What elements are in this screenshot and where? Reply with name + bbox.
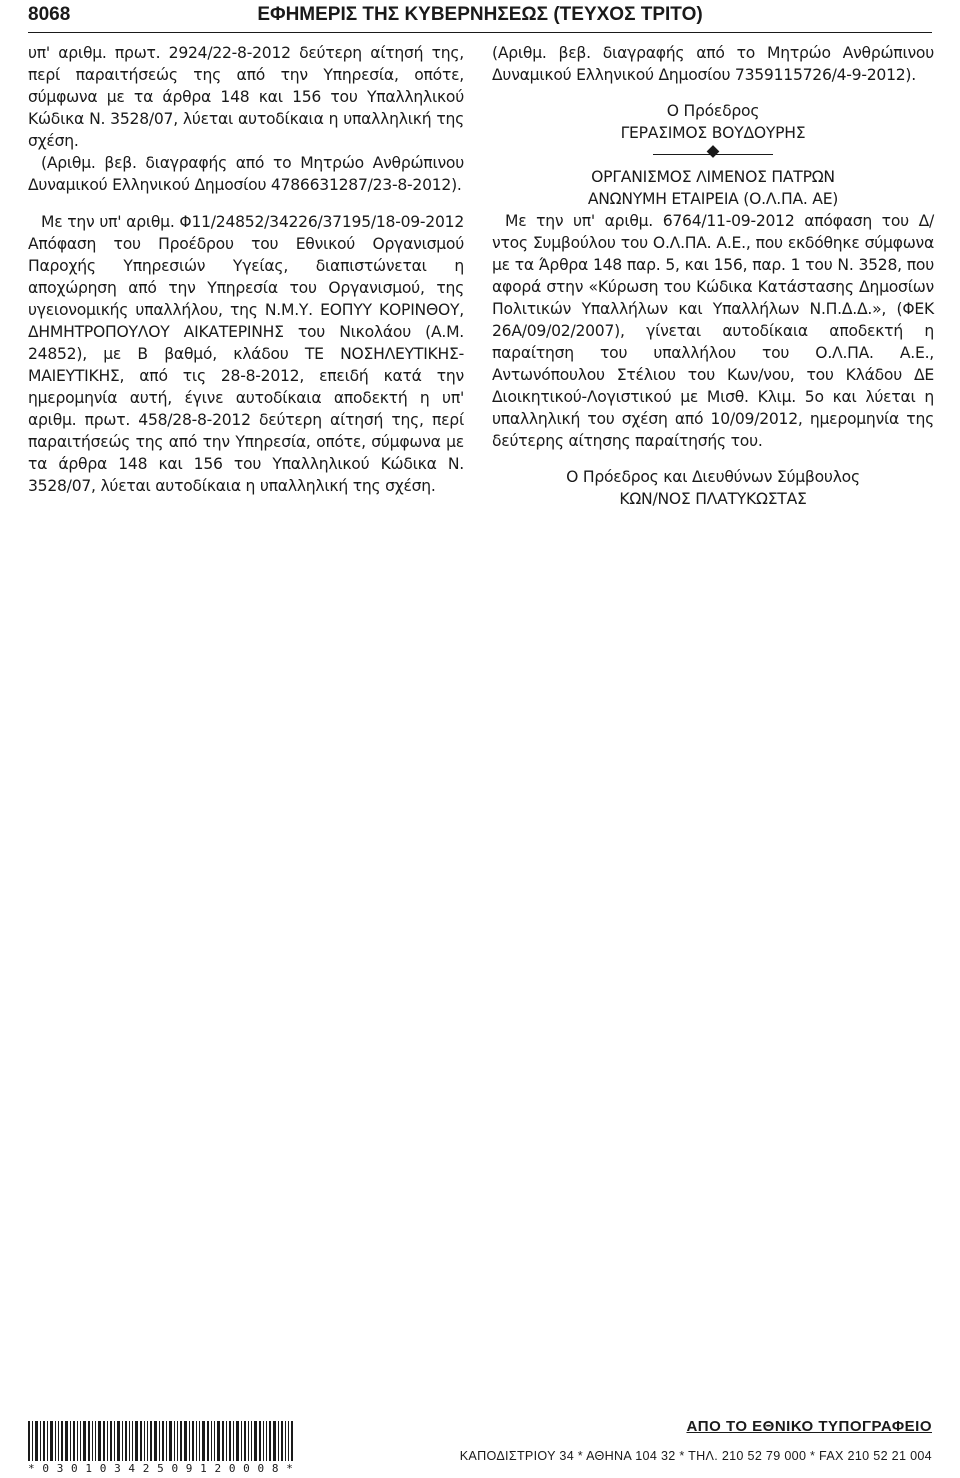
signature-1-name: ΓΕΡΑΣΙΜΟΣ ΒΟΥΔΟΥΡΗΣ	[620, 124, 806, 142]
barcode-digit: 0	[171, 1462, 179, 1475]
right-column	[492, 42, 934, 510]
barcode-digit: 0	[71, 1462, 78, 1475]
barcode-digit: 3	[114, 1462, 121, 1475]
signature-2-title: Ο Πρόεδρος και Διευθύνων Σύμβουλος	[566, 468, 860, 486]
printer-address: ΚΑΠΟΔΙΣΤΡΙΟΥ 34 * ΑΘΗΝΑ 104 32 * ΤΗΛ. 210 52 79 000 * FAX 210 52 21 004	[459, 1449, 932, 1463]
barcode-digit: 5	[157, 1462, 164, 1475]
barcode-digit: 8	[271, 1462, 279, 1475]
header-rule	[28, 32, 932, 33]
barcode-digit: 3	[56, 1462, 64, 1475]
section-divider	[653, 144, 773, 166]
barcode-digit: 4	[128, 1462, 136, 1475]
left-paragraph-1: υπ' αριθμ. πρωτ. 2924/22-8-2012 δεύτερη αίτησή της, περί παραιτήσεώς της από την Υπηρεσία, οπότε, σύμφωνα με τα άρθρα 148 και 156 του Υπαλληλικού Κώδικα Ν. 3528/07, λύεται αυτοδίκαια η υπαλληλική της σχέση.	[28, 44, 464, 150]
signature-1-title: Ο Πρόεδρος	[666, 102, 760, 120]
barcode	[28, 1421, 293, 1461]
left-paragraph-3-text: Με την υπ' αριθμ. Φ11/24852/34226/37195/18-09-2012 Απόφαση του Προέδρου του Εθνικού Οργανισμού Παροχής Υπηρεσιών Υγείας, διαπιστώνεται η αποχώρηση από την Υπηρεσία του Οργανισμού, της υγειονομικής υπαλλήλου, της Ν.Μ.Υ. ΕΟΠΥΥ ΚΟΡΙΝΘΟΥ, ΔΗΜΗΤΡΟΠΟΥΛΟΥ ΑΙΚΑΤΕΡΙΝΗΣ του Νικολάου (Α.Μ. 24852), με Β βαθμό, κλάδου ΤΕ ΝΟΣΗΛΕΥΤΙΚΗΣ-ΜΑΙΕΥΤΙΚΗΣ, από τις 28-8-2012, επειδή κατά την ημερομηνία αυτή, έγινε αυτοδίκαια αποδεκτή η υπ' αριθμ. πρωτ. 458/28-8-2012 δεύτερη αίτησή της, περί παραιτήσεώς της από την Υπηρεσία, οπότε, σύμφωνα με τα άρθρα 148 και 156 του Υπαλληλικού Κώδικα Ν. 3528/07, λύεται αυτοδίκαια η υπαλληλική της σχέση.	[28, 213, 464, 495]
barcode-digit: *	[286, 1462, 293, 1475]
barcode-digit: 0	[42, 1462, 49, 1475]
gazette-title: ΕΦΗΜΕΡΙΣ ΤΗΣ ΚΥΒΕΡΝΗΣΕΩΣ (ΤΕΥΧΟΣ ΤΡΙΤΟ)	[257, 4, 703, 25]
org-heading-line-1: ΟΡΓΑΝΙΣΜΟΣ ΛΙΜΕΝΟΣ ΠΑΤΡΩΝ	[591, 168, 835, 186]
barcode-digit: 1	[85, 1462, 92, 1475]
page-header	[28, 0, 932, 34]
barcode-digit: 0	[243, 1462, 250, 1475]
page-number: 8068	[28, 4, 71, 25]
barcode-digit: 0	[257, 1462, 265, 1475]
barcode-digit: 0	[228, 1462, 236, 1475]
barcode-digit: 9	[185, 1462, 193, 1475]
barcode-digit: 1	[200, 1462, 207, 1475]
barcode-digit: 2	[142, 1462, 150, 1475]
diamond-icon	[707, 145, 720, 158]
left-column	[28, 42, 464, 497]
barcode-digits	[28, 1462, 293, 1476]
signature-2-name: ΚΩΝ/ΝΟΣ ΠΛΑΤΥΚΩΣΤΑΣ	[619, 490, 807, 508]
barcode-digit: 2	[214, 1462, 222, 1475]
right-paragraph-2-text: Με την υπ' αριθμ. 6764/11-09-2012 απόφαση του Δ/ντος Συμβούλου του Ο.Λ.ΠΑ. Α.Ε., που εκδόθηκε σύμφωνα με τα Άρθρα 148 παρ. 5, και 156, παρ. 1 του Ν. 3528, που αφορά στην «Κύρωση του Κώδικα Κατάστασης Δημοσίων Πολιτικών Υπαλλήλων και Υπαλλήλων Ν.Π.Δ.Δ.», (ΦΕΚ 26Α/09/02/2007), γίνεται αυτοδίκαια αποδεκτή η παραίτηση του υπαλλήλου του Ο.Λ.ΠΑ. Α.Ε., Αντωνόπουλου Στέλιου του Κων/νου, του Κλάδου ΔΕ Διοικητικού-Λογιστικού με Μισθ. Κλιμ. 5ο και λύεται η υπαλληλική του σχέση από 10/09/2012, ημερομηνία της δεύτερης αίτησης παραίτησής του.	[492, 212, 934, 450]
printer-name: ΑΠΟ ΤΟ ΕΘΝΙΚΟ ΤΥΠΟΓΡΑΦΕΙΟ	[686, 1418, 932, 1435]
barcode-digit: *	[28, 1462, 35, 1475]
right-paragraph-1: (Αριθμ. βεβ. διαγραφής από το Μητρώο Ανθρώπινου Δυναμικού Ελληνικού Δημοσίου 7359115726/4-9-2012).	[492, 44, 934, 84]
left-paragraph-2	[28, 152, 464, 196]
right-paragraph-2	[492, 210, 934, 452]
left-paragraph-2-text: (Αριθμ. βεβ. διαγραφής από το Μητρώο Ανθρώπινου Δυναμικού Ελληνικού Δημοσίου 4786631287/23-8-2012).	[28, 154, 464, 194]
barcode-digit: 0	[99, 1462, 107, 1475]
left-paragraph-3	[28, 211, 464, 497]
org-heading-line-2: ΑΝΩΝΥΜΗ ΕΤΑΙΡΕΙΑ (Ο.Λ.ΠΑ. ΑΕ)	[587, 190, 839, 208]
